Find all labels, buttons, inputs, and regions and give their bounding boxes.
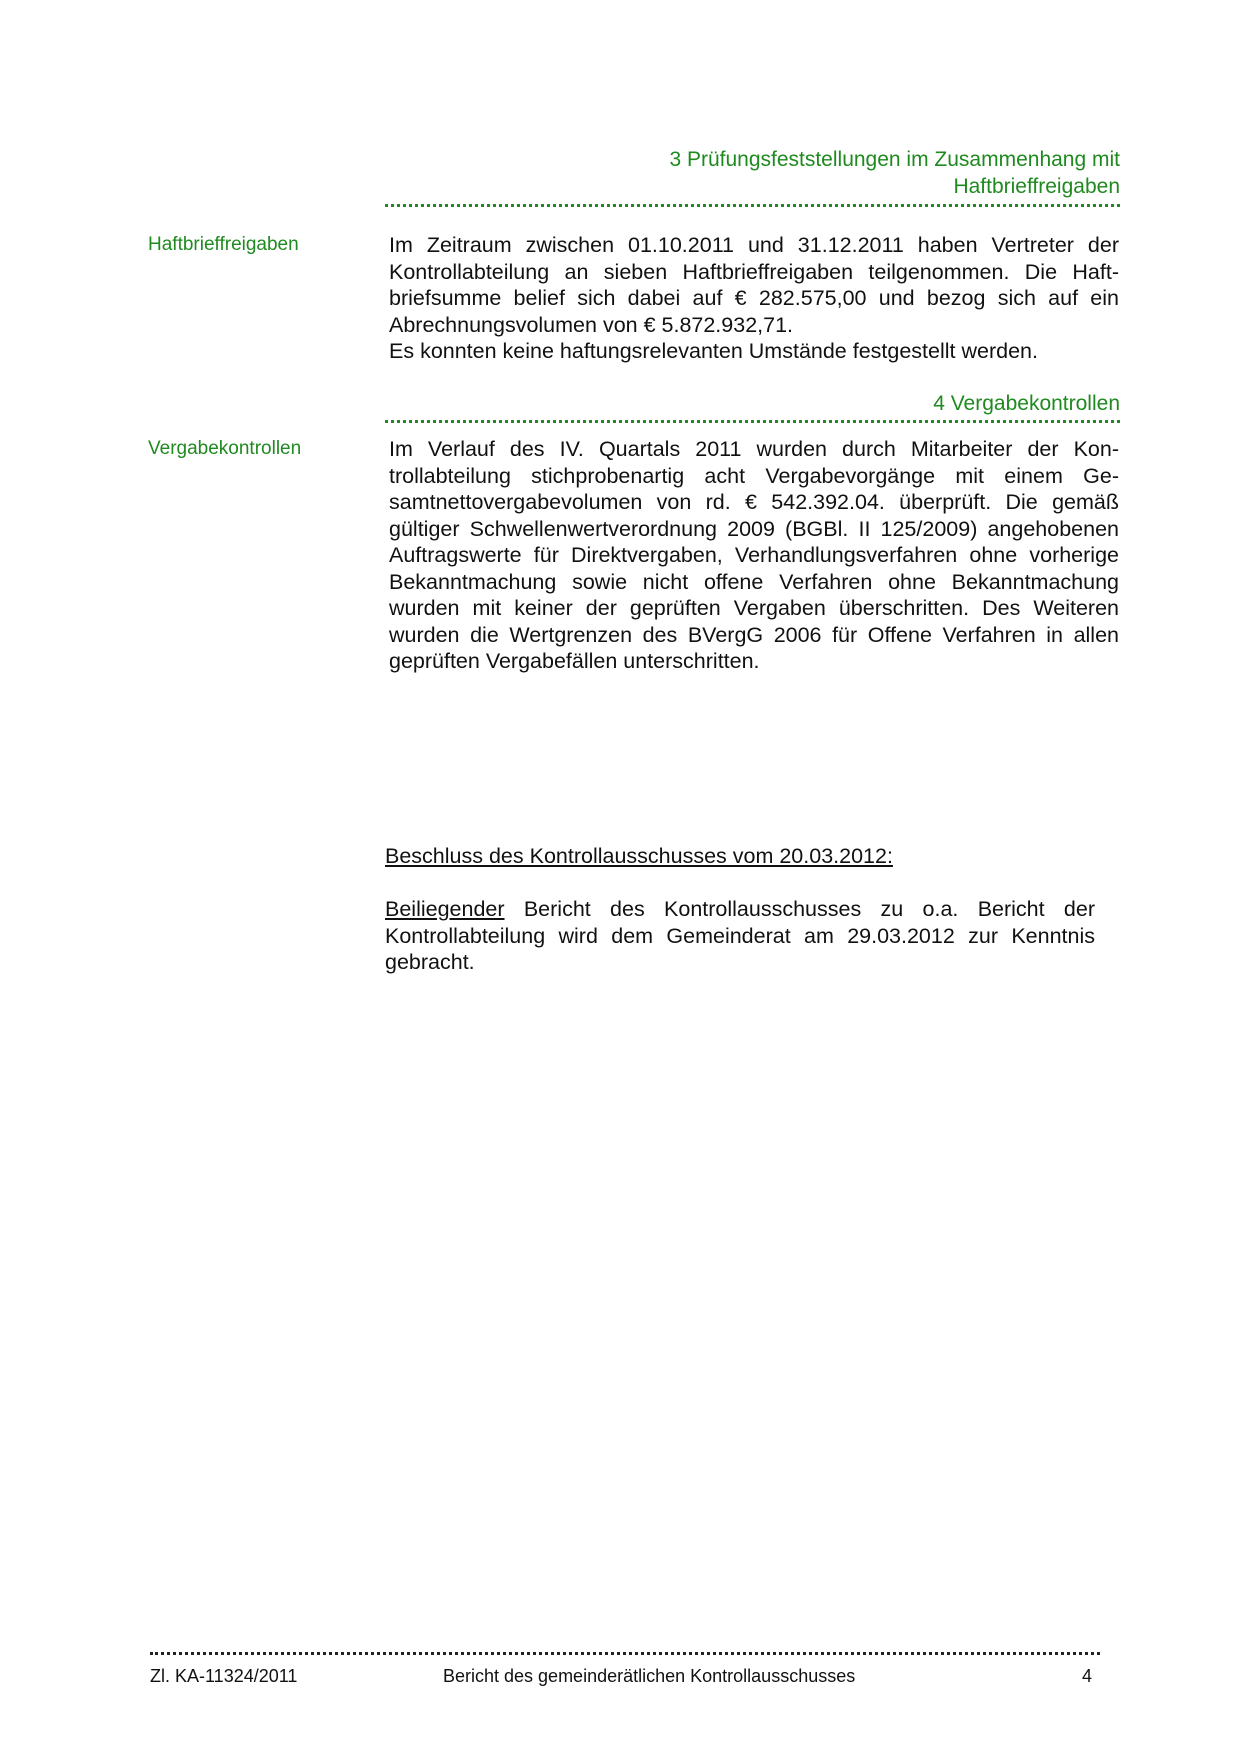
section-4-paragraph: Im Verlauf des IV. Quartals 2011 wurden durch Mitarbeiter der Kontrollabteilung stichprobenartig acht Vergabevorgänge mit einem Gesamtnettovergabevolumen von rd. € 542.392.04. überprüft. Die gemäß gültiger Schwellenwertverordnung 2009 (BGBl. II 125/2009) angehobenen Auftragswerte für Direktvergaben, Verhandlungsverfahren ohne vorherige Bekanntmachung sowie nicht offene Verfahren ohne Bekanntmachung wurden mit keiner der geprüften Vergaben überschritten. Des Weiteren wurden die Wertgrenzen des BVergG 2006 für Offene Verfahren in allen geprüften Vergabefällen unterschritten. bbox=[389, 437, 1119, 673]
section-3-heading bbox=[669, 146, 1120, 200]
footer-page-number: 4 bbox=[1082, 1666, 1093, 1686]
section-4-heading: 4 Vergabekontrollen bbox=[933, 392, 1120, 415]
section-3-body bbox=[389, 232, 1119, 365]
resolution-title bbox=[385, 843, 1105, 870]
margin-label-haftbrieffreigaben: Haftbrieffreigaben bbox=[148, 234, 299, 255]
section-3-divider bbox=[385, 204, 1120, 207]
section-4-divider bbox=[385, 420, 1120, 423]
resolution-first-word: Beiliegender bbox=[385, 897, 505, 921]
section-4-body bbox=[389, 436, 1119, 675]
section-3-paragraph-2: Es konnten keine haftungsrelevanten Umstände festgestellt werden. bbox=[389, 339, 1038, 363]
footer-title: Bericht des gemeinderätlichen Kontrollausschusses bbox=[443, 1666, 856, 1686]
section-3-heading-line2: Haftbrieffreigaben bbox=[953, 175, 1120, 198]
footer-reference: Zl. KA-11324/2011 bbox=[150, 1666, 298, 1686]
margin-label-vergabekontrollen: Vergabekontrollen bbox=[148, 438, 302, 459]
resolution-title-text: Beschluss des Kontrollausschusses vom 20.03.2012: bbox=[385, 844, 893, 868]
resolution-body bbox=[385, 896, 1095, 976]
footer-divider bbox=[150, 1652, 1100, 1655]
resolution-text: Bericht des Kontrollausschusses zu o.a. Bericht der Kontrollabteilung wird dem Gemeinderat am 29.03.2012 zur Kenntnis gebracht. bbox=[385, 897, 1095, 974]
section-3-heading-line1: 3 Prüfungsfeststellungen im Zusammenhang mit bbox=[669, 148, 1120, 171]
section-3-paragraph: Im Zeitraum zwischen 01.10.2011 und 31.12.2011 haben Vertreter der Kontrollabteilung an sieben Haftbrieffreigaben teilgenommen. Die Haftbriefsumme belief sich dabei auf € 282.575,00 und bezog sich auf ein Abrechnungsvolumen von € 5.872.932,71. bbox=[389, 233, 1119, 337]
